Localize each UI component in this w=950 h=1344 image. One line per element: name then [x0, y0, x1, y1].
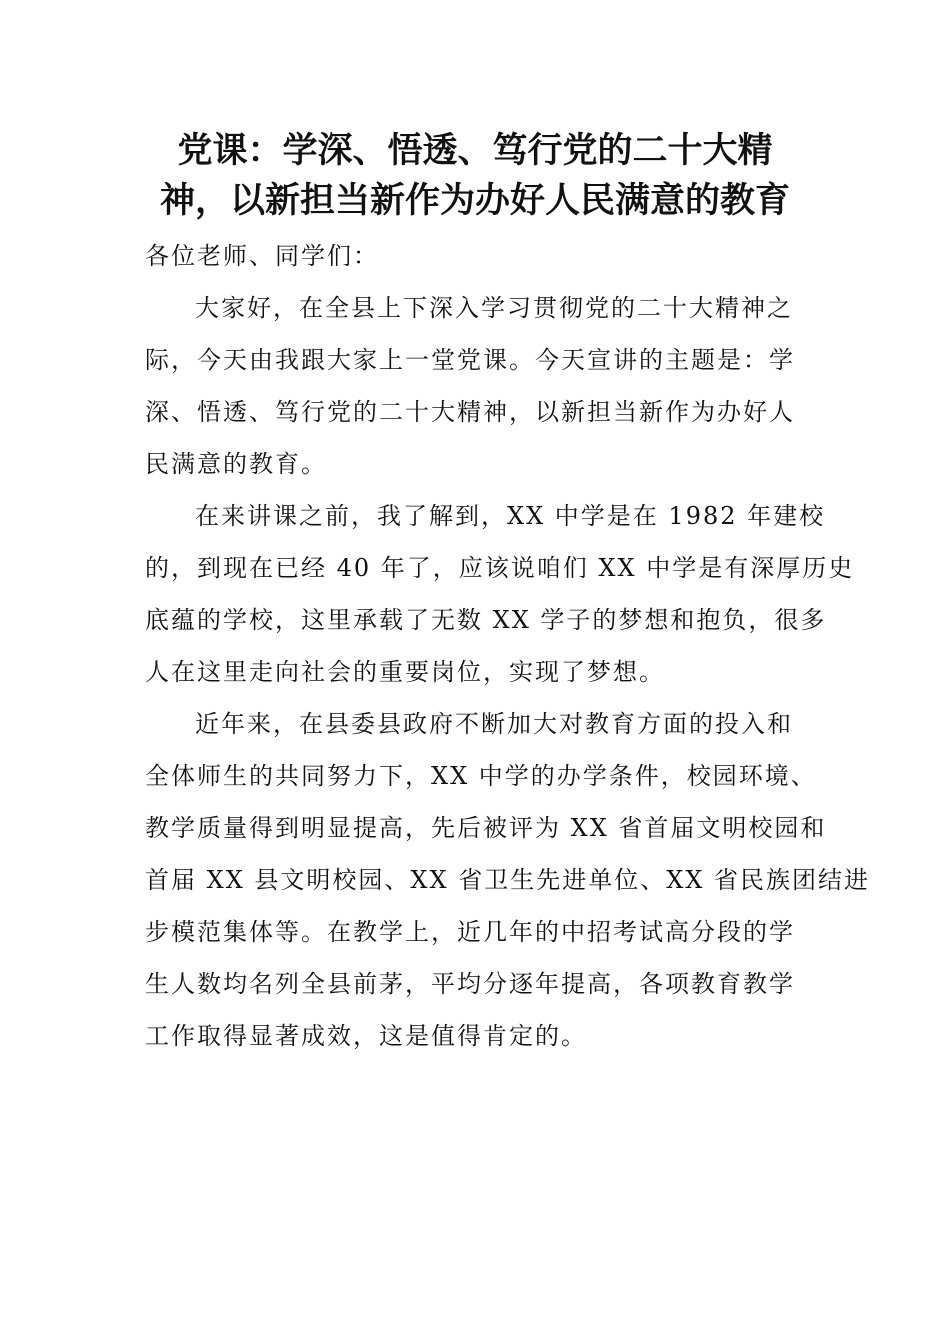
paragraph-line: 深、悟透、笃行党的二十大精神，以新担当新作为办好人 [145, 398, 795, 426]
document-title [130, 126, 820, 226]
title-line: 神，以新担当新作为办好人民满意的教育 [159, 181, 790, 221]
paragraph-line: 底蕴的学校，这里承载了无数 XX 学子的梦想和抱负，很多 [145, 606, 827, 634]
paragraph-line: 民满意的教育。 [145, 450, 327, 478]
paragraph-line: 步模范集体等。在教学上，近几年的中招考试高分段的学 [145, 918, 795, 946]
paragraph-line: 全体师生的共同努力下，XX 中学的办学条件，校园环境、 [145, 762, 817, 790]
paragraph-3 [145, 698, 871, 1062]
paragraph-line: 的，到现在已经 40 年了，应该说咱们 XX 中学是有深厚历史 [145, 554, 855, 582]
paragraph-1 [145, 282, 807, 490]
paragraph-line: 生人数均名列全县前茅，平均分逐年提高，各项教育教学 [145, 970, 795, 998]
paragraph-line: 教学质量得到明显提高，先后被评为 XX 省首届文明校园和 [145, 814, 827, 842]
paragraph-line: 大家好，在全县上下深入学习贯彻党的二十大精神之 [195, 294, 793, 322]
paragraph-line: 际，今天由我跟大家上一堂党课。今天宣讲的主题是：学 [145, 346, 795, 374]
paragraph-line: 近年来，在县委县政府不断加大对教育方面的投入和 [195, 710, 793, 738]
paragraph-2 [145, 490, 855, 698]
paragraph-line: 在来讲课之前，我了解到，XX 中学是在 1982 年建校 [195, 502, 826, 530]
paragraph-line: 工作取得显著成效，这是值得肯定的。 [145, 1022, 587, 1050]
title-line: 党课：学深、悟透、笃行党的二十大精 [177, 131, 773, 171]
salutation: 各位老师、同学们： [145, 242, 379, 270]
paragraph-line: 人在这里走向社会的重要岗位，实现了梦想。 [145, 658, 665, 686]
paragraph-line: 首届 XX 县文明校园、XX 省卫生先进单位、XX 省民族团结进 [145, 866, 871, 894]
